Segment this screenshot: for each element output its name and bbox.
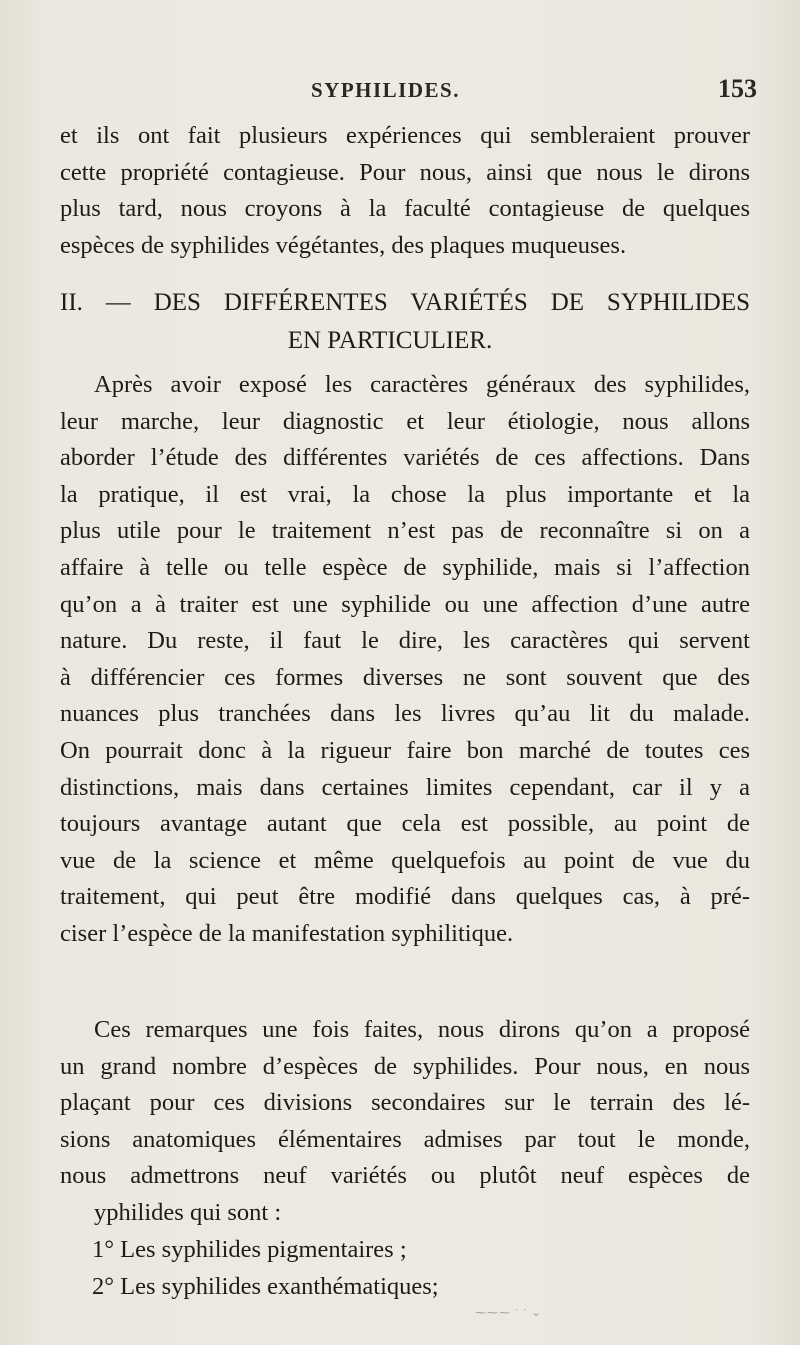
- text-line: Ces remarques une fois faites, nous dirons qu’on a proposé: [94, 1016, 750, 1043]
- section-heading-line-1: II. — DES DIFFÉRENTES VARIÉTÉS DE SYPHILIDES: [60, 289, 750, 316]
- ink-smudge: ⁓⁓⁓ ˙ ˙ ⌄: [475, 1307, 542, 1319]
- text-line: nous admettrons neuf variétés ou plutôt neuf espèces de: [60, 1162, 750, 1190]
- text-line: leur marche, leur diagnostic et leur étiologie, nous allons: [60, 407, 750, 435]
- text-line: à différencier ces formes diverses ne sont souvent que des: [60, 663, 750, 691]
- list-item: 2° Les syphilides exanthématiques;: [92, 1272, 439, 1300]
- text-line: cette propriété contagieuse. Pour nous, ainsi que nous le dirons: [60, 158, 750, 186]
- text-line: traitement, qui peut être modifié dans quelques cas, à pré-: [60, 883, 750, 911]
- text-line: ciser l’espèce de la manifestation syphilitique.: [60, 919, 514, 947]
- text-line: un grand nombre d’espèces de syphilides. Pour nous, en nous: [60, 1052, 750, 1080]
- paragraph-1: [60, 367, 750, 953]
- text-line: la pratique, il est vrai, la chose la plus importante et la: [60, 480, 750, 508]
- text-line: sions anatomiques élémentaires admises par tout le monde,: [60, 1125, 750, 1153]
- page-number: 153: [718, 74, 757, 103]
- text-line: toujours avantage autant que cela est possible, au point de: [60, 810, 750, 838]
- text-line: affaire à telle ou telle espèce de syphilide, mais si l’affection: [60, 553, 750, 581]
- paragraph-2: [60, 1012, 750, 1232]
- text-line: On pourrait donc à la rigueur faire bon marché de toutes ces: [60, 736, 750, 764]
- text-line: vue de la science et même quelquefois au point de vue du: [60, 846, 750, 874]
- running-header: [0, 74, 800, 110]
- text-line: qu’on a à traiter est une syphilide ou une affection d’une autre: [60, 590, 750, 618]
- text-line: et ils ont fait plusieurs expériences qui sembleraient prouver: [60, 122, 750, 149]
- text-line: espèces de syphilides végétantes, des plaques muqueuses.: [60, 231, 627, 259]
- text-line: plus tard, nous croyons à la faculté contagieuse de quelques: [60, 195, 750, 223]
- text-line: aborder l’étude des différentes variétés de ces affections. Dans: [60, 444, 750, 472]
- species-list: [60, 1232, 750, 1305]
- text-line: nuances plus tranchées dans les livres qu’au lit du malade.: [60, 700, 750, 728]
- section-heading-line-2: EN PARTICULIER.: [287, 327, 493, 354]
- text-line: plaçant pour ces divisions secondaires sur le terrain des lé-: [60, 1089, 750, 1117]
- section-heading: [60, 284, 750, 360]
- text-line: distinctions, mais dans certaines limites cependant, car il y a: [60, 773, 750, 801]
- intro-paragraph: [60, 118, 750, 264]
- text-line: plus utile pour le traitement n’est pas de reconnaître si on a: [60, 517, 750, 545]
- text-line: Après avoir exposé les caractères généraux des syphilides,: [94, 371, 750, 398]
- running-title: SYPHILIDES.: [311, 78, 460, 102]
- text-line: yphilides qui sont :: [94, 1198, 282, 1226]
- list-item: 1° Les syphilides pigmentaires ;: [92, 1236, 407, 1263]
- text-line: nature. Du reste, il faut le dire, les caractères qui servent: [60, 627, 750, 655]
